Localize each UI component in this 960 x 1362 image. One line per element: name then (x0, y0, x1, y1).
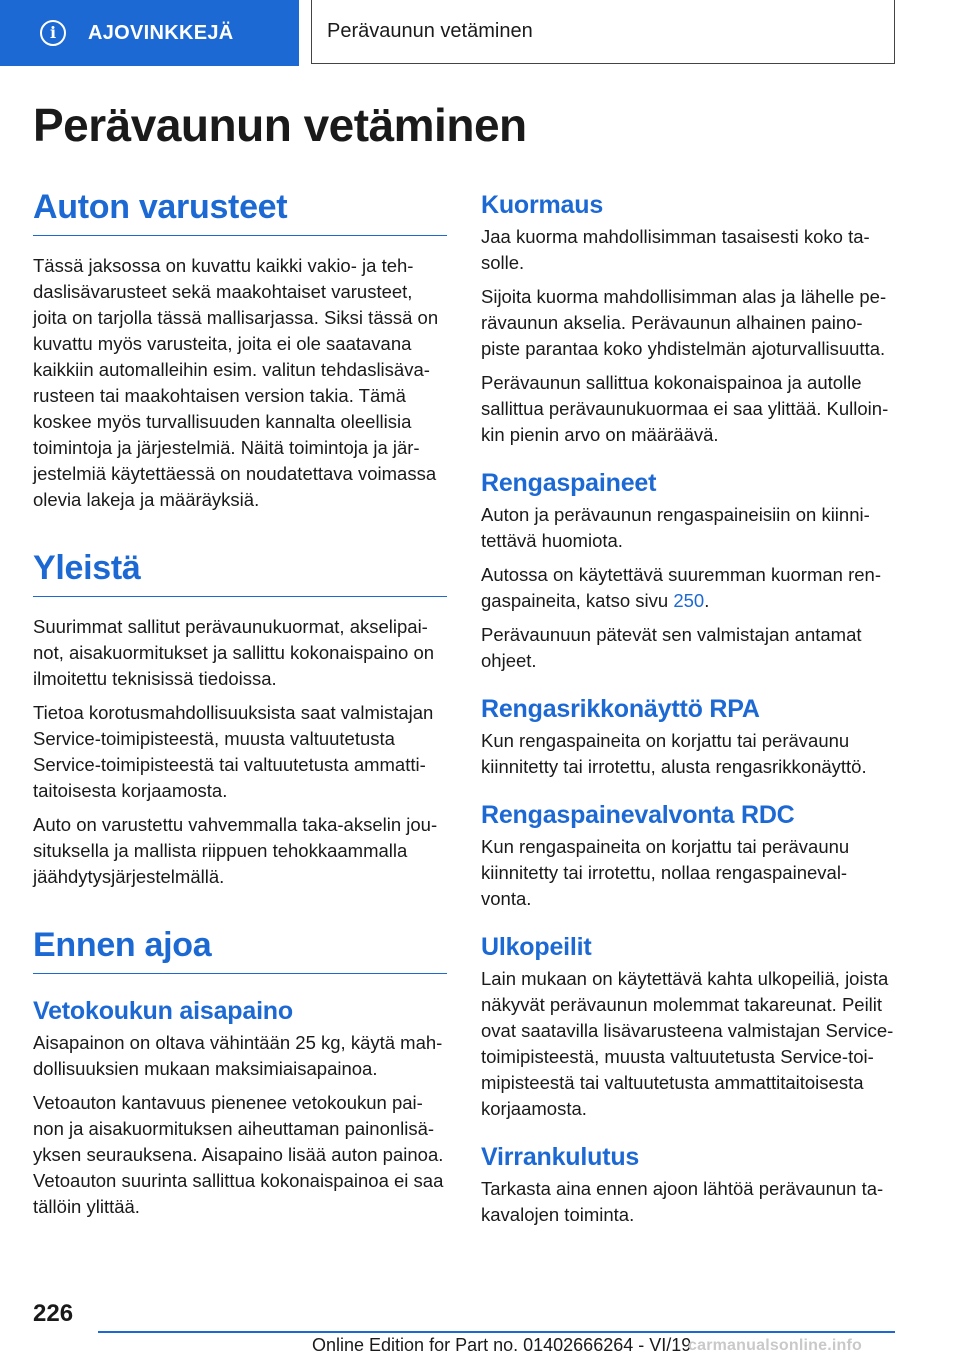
footer-edition-text: Online Edition for Part no. 01402666264 - VI/19 (312, 1335, 692, 1355)
heading-rpa: Rengasrikkonäyttö RPA (481, 695, 760, 723)
left-column (33, 188, 447, 1220)
paragraph: Kun rengaspaineita on korjattu tai perävaunu kiinnitetty tai irrotettu, nollaa rengaspaineval-vonta. (481, 836, 850, 909)
page-title: Perävaunun vetäminen (33, 99, 527, 151)
paragraph: Suurimmat sallitut perävaunukuormat, akselipai-not, aisakuormitukset ja sallittu kokonaispaino on ilmoitettu teknisissä tiedoissa. (33, 616, 435, 689)
paragraph: Sijoita kuorma mahdollisimman alas ja lähelle pe-rävaunun akselia. Perävaunun alhainen paino-piste parantaa koko yhdistelmän ajoturvallisuutta. (481, 286, 887, 359)
heading-virrankulutus: Virrankulutus (481, 1143, 640, 1171)
page-link[interactable]: 250 (673, 590, 705, 611)
page-number: 226 (33, 1300, 74, 1327)
paragraph: Perävaunun sallittua kokonaispainoa ja autolle sallittua perävaunukuormaa ei saa ylittää. Kulloin-kin pienin arvo on määräävä. (481, 372, 889, 445)
paragraph-text: Autossa on käytettävä suuremman kuorman ren-gaspaineita, katso sivu (481, 564, 881, 611)
heading-ulkopeilit: Ulkopeilit (481, 933, 592, 961)
paragraph (481, 562, 895, 614)
page-header (0, 0, 960, 66)
heading-ennen-ajoa: Ennen ajoa (33, 926, 447, 974)
paragraph-text: . (704, 590, 710, 611)
paragraph: Lain mukaan on käytettävä kahta ulkopeiliä, joista näkyvät perävaunun molemmat takareunat. Peilit ovat saatavilla lisävarusteena valmistajan Service-toimipisteestä, muusta valtuutetusta Service-toi-mipisteestä tai valtuutetusta ammattitaitoisesta korjaamosta. (481, 968, 894, 1119)
paragraph: Tarkasta aina ennen ajoon lähtöä perävaunun ta-kavalojen toiminta. (481, 1178, 884, 1225)
heading-rdc: Rengaspainevalvonta RDC (481, 801, 795, 829)
section-tab (0, 0, 299, 66)
section-yleista (33, 549, 447, 890)
paragraph: Tietoa korotusmahdollisuuksista saat valmistajan Service-toimipisteestä, muusta valtuutetusta Service-toimipisteestä tai valtuutetusta ammatti-taitoisesta korjaamosta. (33, 702, 434, 801)
chapter-label: Perävaunun vetäminen (327, 20, 533, 42)
watermark: carmanualsonline.info (688, 1337, 863, 1354)
right-column (481, 188, 895, 1228)
section-label: AJOVINKKEJÄ (88, 21, 234, 44)
section-rdc (481, 798, 895, 912)
paragraph: Tässä jaksossa on kuvattu kaikki vakio- ja teh-daslisävarusteet sekä maakohtaiset varusteet, joita on tarjolla tässä mallisarjassa. Siksi tässä on kuvattu myös varusteita, joita ei ole saatavana kaikkiin automalleihin esim. valitun tehdaslisäva-rusteen tai maakohtaisen version takia. Tämä koskee myös turvallisuuden kannalta oleellisia toimintoja ja järjestelmiä. Näitä toimintoja ja jär-jestelmiä käytettäessä on noudatettava voimassa olevia lakeja ja määräyksiä. (33, 255, 439, 510)
paragraph: Aisapainon on oltava vähintään 25 kg, käytä mah-dollisuuksien mukaan maksimiaisapainoa. (33, 1032, 443, 1079)
section-auton-varusteet (33, 188, 447, 513)
heading-yleista: Yleistä (33, 549, 447, 597)
heading-vetokoukun-aisapaino: Vetokoukun aisapaino (33, 997, 293, 1025)
section-rpa (481, 692, 895, 780)
paragraph: Kun rengaspaineita on korjattu tai perävaunu kiinnitetty tai irrotettu, alusta rengasrikkonäyttö. (481, 730, 867, 777)
footer-divider (98, 1331, 895, 1333)
paragraph: Vetoauton kantavuus pienenee vetokoukun pai-non ja aisakuormituksen aiheuttaman painonlisä-yksen seurauksena. Aisapaino lisää auton painoa. Vetoauton suurinta sallittua kokonaispainoa ei saa tällöin ylittää. (33, 1092, 444, 1217)
section-ulkopeilit (481, 930, 895, 1122)
section-rengaspaineet (481, 466, 895, 674)
paragraph: Auton ja perävaunun rengaspaineisiin on kiinni-tettävä huomiota. (481, 504, 870, 551)
section-virrankulutus (481, 1140, 895, 1228)
heading-kuormaus: Kuormaus (481, 191, 604, 219)
info-icon: i (40, 20, 66, 46)
paragraph: Perävaunuun pätevät sen valmistajan antamat ohjeet. (481, 624, 862, 671)
heading-rengaspaineet: Rengaspaineet (481, 469, 657, 497)
section-kuormaus (481, 188, 895, 448)
heading-auton-varusteet: Auton varusteet (33, 188, 447, 236)
paragraph: Auto on varustettu vahvemmalla taka-akselin jou-situksella ja mallista riippuen tehokkaammalla jäähdytysjärjestelmällä. (33, 814, 438, 887)
paragraph: Jaa kuorma mahdollisimman tasaisesti koko ta-solle. (481, 226, 870, 273)
section-ennen-ajoa (33, 926, 447, 1220)
chapter-box (311, 0, 895, 64)
